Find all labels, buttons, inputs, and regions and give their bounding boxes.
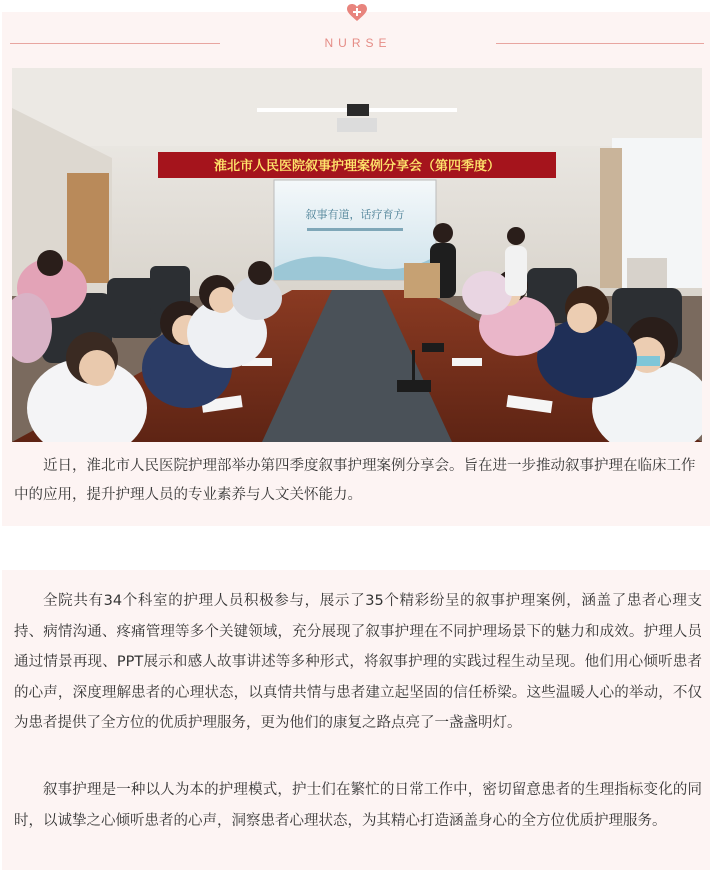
body-paragraph-1: 全院共有34个科室的护理人员积极参与，展示了35个精彩纷呈的叙事护理案例，涵盖了患者心理支持、病情沟通、疼痛管理等多个关键领域，充分展现了叙事护理在不同护理场景下的魅力和成效。护理人员通过情景再现、PPT展示和感人故事讲述等多种形式，将叙事护理的实践过程生动呈现。他们用心倾听患者的心声，深度理解患者的心理状态，以真情共情与患者建立起坚固的信任桥梁。这些温暖人心的举动，不仅为患者提供了全方位的优质护理服务，更为他们的康复之路点亮了一盏盏明灯。 (14, 593, 702, 731)
meeting-photo (12, 68, 702, 442)
photo-caption: 近日，淮北市人民医院护理部举办第四季度叙事护理案例分享会。旨在进一步推动叙事护理在临床工作中的应用，提升护理人员的专业素养与人文关怀能力。 (14, 458, 696, 503)
body-paragraph-2: 叙事护理是一种以人为本的护理模式，护士们在繁忙的日常工作中，密切留意患者的生理指标变化的同时，以诚挚之心倾听患者的心声，洞察患者心理状态，为其精心打造涵盖身心的全方位优质护理服务。 (14, 782, 702, 829)
divider-left (10, 43, 220, 44)
divider-right (496, 43, 704, 44)
screen-title: 叙事有道，话疗育方 (305, 208, 405, 221)
heart-plus-icon (347, 4, 367, 22)
section-label: NURSE (324, 36, 392, 50)
banner-text: 淮北市人民医院叙事护理案例分享会（第四季度） (213, 159, 501, 174)
